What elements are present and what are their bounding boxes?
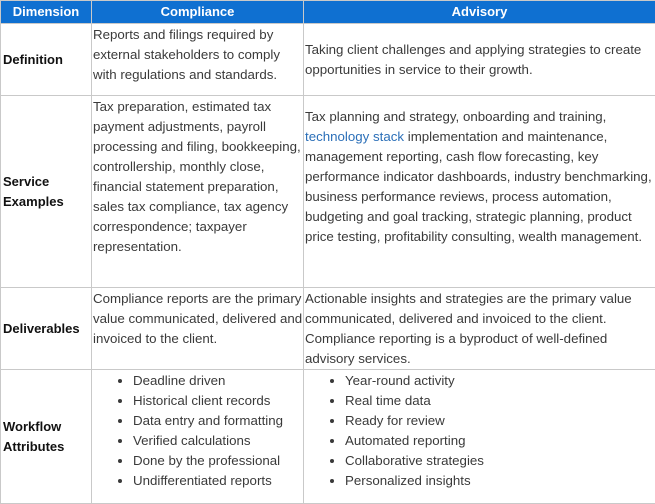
compliance-attributes-list: [93, 371, 303, 491]
advisory-definition: Taking client challenges and applying strategies to create opportunities in service to their growth.: [304, 24, 655, 96]
advisory-deliverables: Actionable insights and strategies are the primary value communicated, delivered and invoiced to the client. Compliance reporting is a byproduct of well-defined advisory services.: [304, 288, 655, 370]
dimension-service-line2: Examples: [3, 192, 89, 212]
dimension-workflow-line2: Attributes: [3, 437, 89, 457]
advisory-service-text-b: implementation and maintenance, management reporting, cash flow forecasting, key performance indicator dashboards, industry benchmarking, business performance reviews, process automation, budgeting and goal tracking, strategic planning, product price testing, profitability consulting, wealth management.: [305, 129, 652, 244]
list-item: • Year-round activity: [345, 371, 655, 391]
technology-stack-link[interactable]: technology stack: [305, 129, 404, 144]
compliance-deliverables: Compliance reports are the primary value communicated, delivered and invoiced to the client.: [92, 288, 304, 370]
advisory-workflow-attributes: [304, 370, 655, 504]
advisory-service-text-a: Tax planning and strategy, onboarding and training,: [305, 109, 606, 124]
list-item: • Verified calculations: [133, 431, 303, 451]
compliance-service-examples: Tax preparation, estimated tax payment adjustments, payroll processing and filing, bookkeeping, controllership, monthly close, financial statement preparation, sales tax compliance, tax agency correspondence; taxpayer representation.: [92, 96, 304, 288]
compliance-workflow-attributes: [92, 370, 304, 504]
list-item: • Data entry and formatting: [133, 411, 303, 431]
list-item: • Deadline driven: [133, 371, 303, 391]
list-item: • Real time data: [345, 391, 655, 411]
dimension-service-examples: [1, 96, 92, 288]
list-item: • Historical client records: [133, 391, 303, 411]
header-advisory: Advisory: [304, 1, 655, 24]
compliance-definition: Reports and filings required by external stakeholders to comply with regulations and standards.: [92, 24, 304, 96]
row-workflow-attributes: [1, 370, 655, 504]
dimension-workflow-line1: Workflow: [3, 417, 89, 437]
header-compliance: Compliance: [92, 1, 304, 24]
dimension-workflow-attributes: [1, 370, 92, 504]
row-deliverables: [1, 288, 655, 370]
list-item: • Ready for review: [345, 411, 655, 431]
dimension-definition: Definition: [1, 24, 92, 96]
row-definition: [1, 24, 655, 96]
dimension-service-line1: Service: [3, 172, 89, 192]
advisory-attributes-list: [305, 371, 655, 491]
list-item: • Undifferentiated reports: [133, 471, 303, 491]
list-item: • Collaborative strategies: [345, 451, 655, 471]
advisory-service-examples: [304, 96, 655, 288]
header-row: [1, 1, 655, 24]
header-dimension: Dimension: [1, 1, 92, 24]
list-item: • Personalized insights: [345, 471, 655, 491]
list-item: • Automated reporting: [345, 431, 655, 451]
row-service-examples: [1, 96, 655, 288]
list-item: • Done by the professional: [133, 451, 303, 471]
dimension-deliverables: Deliverables: [1, 288, 92, 370]
